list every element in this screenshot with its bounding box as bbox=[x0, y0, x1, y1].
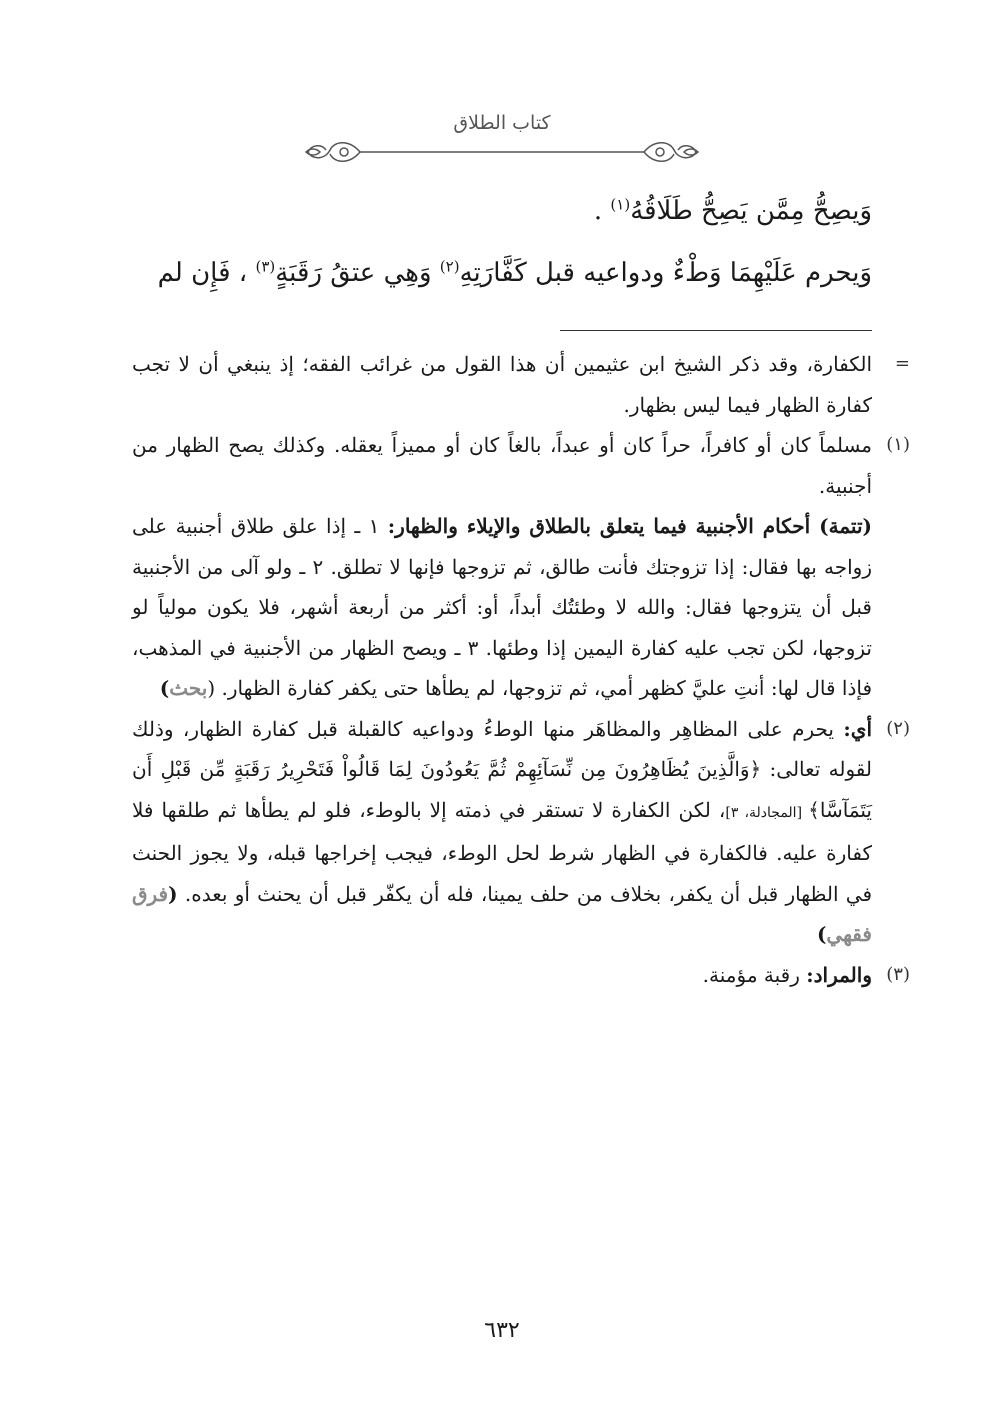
footnote-3 bbox=[132, 955, 910, 996]
main-line-1-text: وَيصِحُّ مِمَّن يَصِحُّ طَلَاقُهُ bbox=[630, 196, 872, 226]
footnote-divider bbox=[560, 330, 872, 331]
footnote-1-tatimma bbox=[132, 506, 872, 709]
footnote-2-text-a: يحرم على المظاهِر والمظاهَر منها الوطءُ ودواعيه كالقبلة قبل كفارة الظهار، وذلك لقوله تعالى: bbox=[132, 716, 872, 781]
main-line-2 bbox=[132, 242, 872, 304]
main-line-2-b: وَهِي عتقُ رَقَبَةٍ bbox=[275, 258, 440, 288]
footnote-ref-2[interactable]: (٢) bbox=[439, 257, 460, 276]
main-line-1 bbox=[132, 180, 872, 242]
header-ornament bbox=[300, 130, 704, 170]
footnote-2-number: (٢) bbox=[886, 717, 910, 739]
quran-verse: ﴿وَالَّذِينَ يُظَاهِرُونَ مِن نِّسَآئِهِمْ ثُمَّ يَعُودُونَ لِمَا قَالُواْ فَتَحْرِيرُ رَقَبَةٍ مِّن قَبْلِ أَن يَتَمَآسَّا﴾ bbox=[132, 757, 872, 822]
continuation-marker: = bbox=[894, 353, 910, 374]
fiqh-tag: فرق فقهي bbox=[132, 881, 872, 946]
main-line-2-c: ، فَإِن لم bbox=[157, 258, 248, 288]
fiqh-tag-open: ( bbox=[168, 881, 178, 906]
page-number: ٦٣٢ bbox=[484, 1318, 520, 1343]
header-title: كتاب الطلاق bbox=[453, 112, 551, 134]
continuation-text: الكفارة، وقد ذكر الشيخ ابن عثيمين أن هذا القول من غرائب الفقه؛ إذ ينبغي أن لا تجب كفارة الظهار فيما ليس بظهار. bbox=[132, 352, 872, 417]
footnote-2-lead: أي: bbox=[843, 716, 872, 741]
footnote-3-number: (٣) bbox=[886, 963, 910, 985]
footnote-2-text-b: ، لكن الكفارة لا تستقر في ذمته إلا بالوطء، فلو لم يطأها ثم طلقها فلا كفارة عليه. فالكفارة في الظهار شرط لحل الوطء، فيجب إخراجها قبله، ولا يجوز الحنث في الظهار قبل أن يكفر، بخلاف من حلف يمينا، فله أن يكفّر قبل أن يحنث أو بعده. bbox=[132, 797, 873, 906]
footnote-1-text: مسلماً كان أو كافراً، حراً كان أو عبداً، بالغاً كان أو مميزاً يعقله. وكذلك يصح الظهار من أجنبية. bbox=[132, 433, 872, 498]
footnote-ref-3[interactable]: (٣) bbox=[255, 257, 276, 276]
footnote-2 bbox=[132, 709, 910, 955]
main-text bbox=[132, 180, 872, 304]
footnote-1-number: (١) bbox=[886, 434, 910, 455]
footnote-1 bbox=[132, 425, 910, 506]
main-line-2-a: وَيحرم عَلَيْهِمَا وَطْءٌ ودواعيه قبل كَفَّارَتِهِ bbox=[459, 258, 872, 288]
tatimma-text: ١ ـ إذا علق طلاق أجنبية على زواجه بها فقال: إذا تزوجتك فأنت طالق، ثم تزوجها فإنها لا تطلق. ٢ ـ ولو آلى من الأجنبية قبل أن يتزوجها فقال: والله لا وطئتُك أبداً، أو: أكثر من أربعة أشهر، فلا يكون مولياً لو تزوجها، لكن تجب عليه كفارة اليمين إذا وطئها. ٣ ـ ويصح الظهار من الأجنبية في المذهب، فإذا قال لها: أنتِ عليَّ كظهر أمي، ثم تزوجها، لم يطأها حتى يكفر كفارة الظهار. ( bbox=[132, 514, 873, 700]
tatimma-heading: (تتمة) أحكام الأجنبية فيما يتعلق بالطلاق والإيلاء والظهار: bbox=[387, 514, 872, 538]
main-line-1-end: . bbox=[593, 196, 603, 226]
footnote-3-lead: والمراد: bbox=[806, 962, 872, 987]
footnote-3-text: رقبة مؤمنة. bbox=[702, 962, 807, 987]
research-tag: بحث bbox=[169, 676, 208, 700]
footnote-continuation bbox=[132, 344, 910, 425]
verse-reference: [المجادلة، ٣] bbox=[725, 804, 809, 821]
fiqh-tag-close: ) bbox=[816, 922, 827, 946]
footnote-ref-1[interactable]: (١) bbox=[610, 195, 631, 214]
footnotes bbox=[132, 344, 910, 995]
research-tag-close: ) bbox=[159, 676, 170, 700]
